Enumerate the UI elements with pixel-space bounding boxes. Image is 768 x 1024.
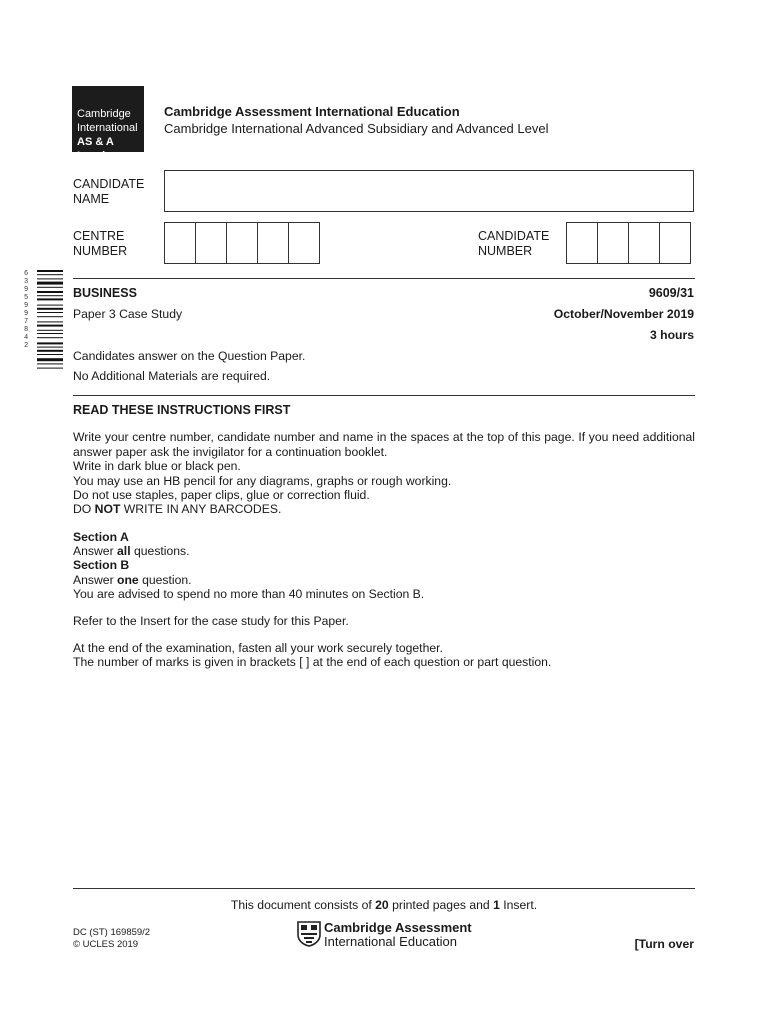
end-instruction-2: The number of marks is given in brackets [ ] at the end of each question or part question. (73, 655, 552, 669)
divider (73, 278, 695, 279)
exam-duration: 3 hours (649, 328, 694, 342)
footer-divider (73, 888, 695, 889)
candidate-name-label-line1: CANDIDATE (73, 177, 145, 191)
centre-number-cell[interactable] (164, 222, 196, 264)
section-b-part1: Answer (73, 573, 118, 587)
section-a-part2: questions. (130, 544, 190, 558)
ca-logo-line2: International Education (324, 934, 457, 949)
page-count-part3: Insert. (499, 898, 538, 912)
exam-session: October/November 2019 (553, 307, 694, 321)
page-count-inserts: 1 (493, 898, 500, 912)
cambridge-assessment-logo (297, 921, 472, 949)
page-count-pages: 20 (375, 898, 389, 912)
turn-over: [Turn over (634, 937, 694, 951)
section-a-instruction (73, 544, 695, 559)
materials-note: No Additional Materials are required. (73, 369, 271, 383)
candidate-number-label-line2: NUMBER (478, 244, 533, 258)
centre-number-field[interactable] (164, 222, 320, 264)
logo-line-3: AS & A Level (77, 136, 114, 162)
instructions-heading: READ THESE INSTRUCTIONS FIRST (73, 403, 291, 417)
barcode-image (37, 270, 63, 410)
divider (73, 395, 695, 396)
instruction-pencil: You may use an HB pencil for any diagrams, graphs or rough working. (73, 474, 452, 488)
section-b-part2: question. (138, 573, 192, 587)
insert-note: Refer to the Insert for the case study for this Paper. (73, 614, 349, 628)
answer-note: Candidates answer on the Question Paper. (73, 349, 306, 363)
paper-code: 9609/31 (648, 286, 694, 300)
cambridge-international-logo (72, 86, 144, 162)
instruction-barcodes-part2: WRITE IN ANY BARCODES. (120, 502, 282, 516)
candidate-number-label (478, 229, 549, 259)
candidate-number-cell[interactable] (659, 222, 691, 264)
centre-number-cell[interactable] (257, 222, 289, 264)
section-b-advice: You are advised to spend no more than 40 minutes on Section B. (73, 587, 425, 601)
instruction-barcodes-emphasis: NOT (94, 502, 121, 516)
centre-number-label (73, 229, 127, 259)
candidate-name-field[interactable] (164, 170, 694, 212)
candidate-number-cell[interactable] (566, 222, 598, 264)
page-count-part1: This document consists of (230, 898, 376, 912)
subject: BUSINESS (73, 286, 137, 300)
section-b-emphasis: one (117, 573, 139, 587)
section-a-part1: Answer (73, 544, 118, 558)
centre-number-label-line1: CENTRE (73, 229, 125, 243)
instruction-barcodes-part1: DO (73, 502, 95, 516)
centre-number-label-line2: NUMBER (73, 244, 128, 258)
instructions-paragraph: Write your centre number, candidate number and name in the spaces at the top of this page. If you need additional answer paper ask the invigilator for a continuation booklet. (73, 430, 695, 459)
centre-number-cell[interactable] (288, 222, 320, 264)
section-b-heading: Section B (73, 558, 130, 572)
candidate-name-label (73, 177, 144, 207)
barcode-number (24, 270, 34, 350)
document-reference: DC (ST) 169859/2 (73, 927, 151, 938)
ca-logo-line1: Cambridge Assessment (324, 920, 472, 935)
candidate-number-cell[interactable] (628, 222, 660, 264)
end-instruction-1: At the end of the examination, fasten all your work securely together. (73, 641, 443, 655)
copyright: © UCLES 2019 (73, 939, 139, 950)
section-a-heading: Section A (73, 530, 129, 544)
page-count-note (73, 898, 695, 912)
candidate-number-field[interactable] (566, 222, 691, 264)
instruction-staples: Do not use staples, paper clips, glue or correction fluid. (73, 488, 370, 502)
candidate-name-label-line2: NAME (73, 192, 110, 206)
section-b-instruction (73, 573, 695, 588)
logo-line-1: Cambridge (77, 108, 131, 120)
instruction-barcodes (73, 502, 695, 517)
header-title: Cambridge Assessment International Education (164, 104, 460, 119)
page-count-part2: printed pages and (388, 898, 494, 912)
centre-number-cell[interactable] (226, 222, 258, 264)
instruction-pen: Write in dark blue or black pen. (73, 459, 241, 473)
centre-number-cell[interactable] (195, 222, 227, 264)
barcode-number-text: 6395997842 (24, 270, 29, 350)
shield-icon (297, 921, 321, 947)
paper-title: Paper 3 Case Study (73, 307, 183, 321)
candidate-number-cell[interactable] (597, 222, 629, 264)
header-subtitle: Cambridge International Advanced Subsidiary and Advanced Level (164, 121, 549, 136)
candidate-number-label-line1: CANDIDATE (478, 229, 550, 243)
section-a-emphasis: all (117, 544, 131, 558)
logo-line-2: International (77, 122, 138, 134)
